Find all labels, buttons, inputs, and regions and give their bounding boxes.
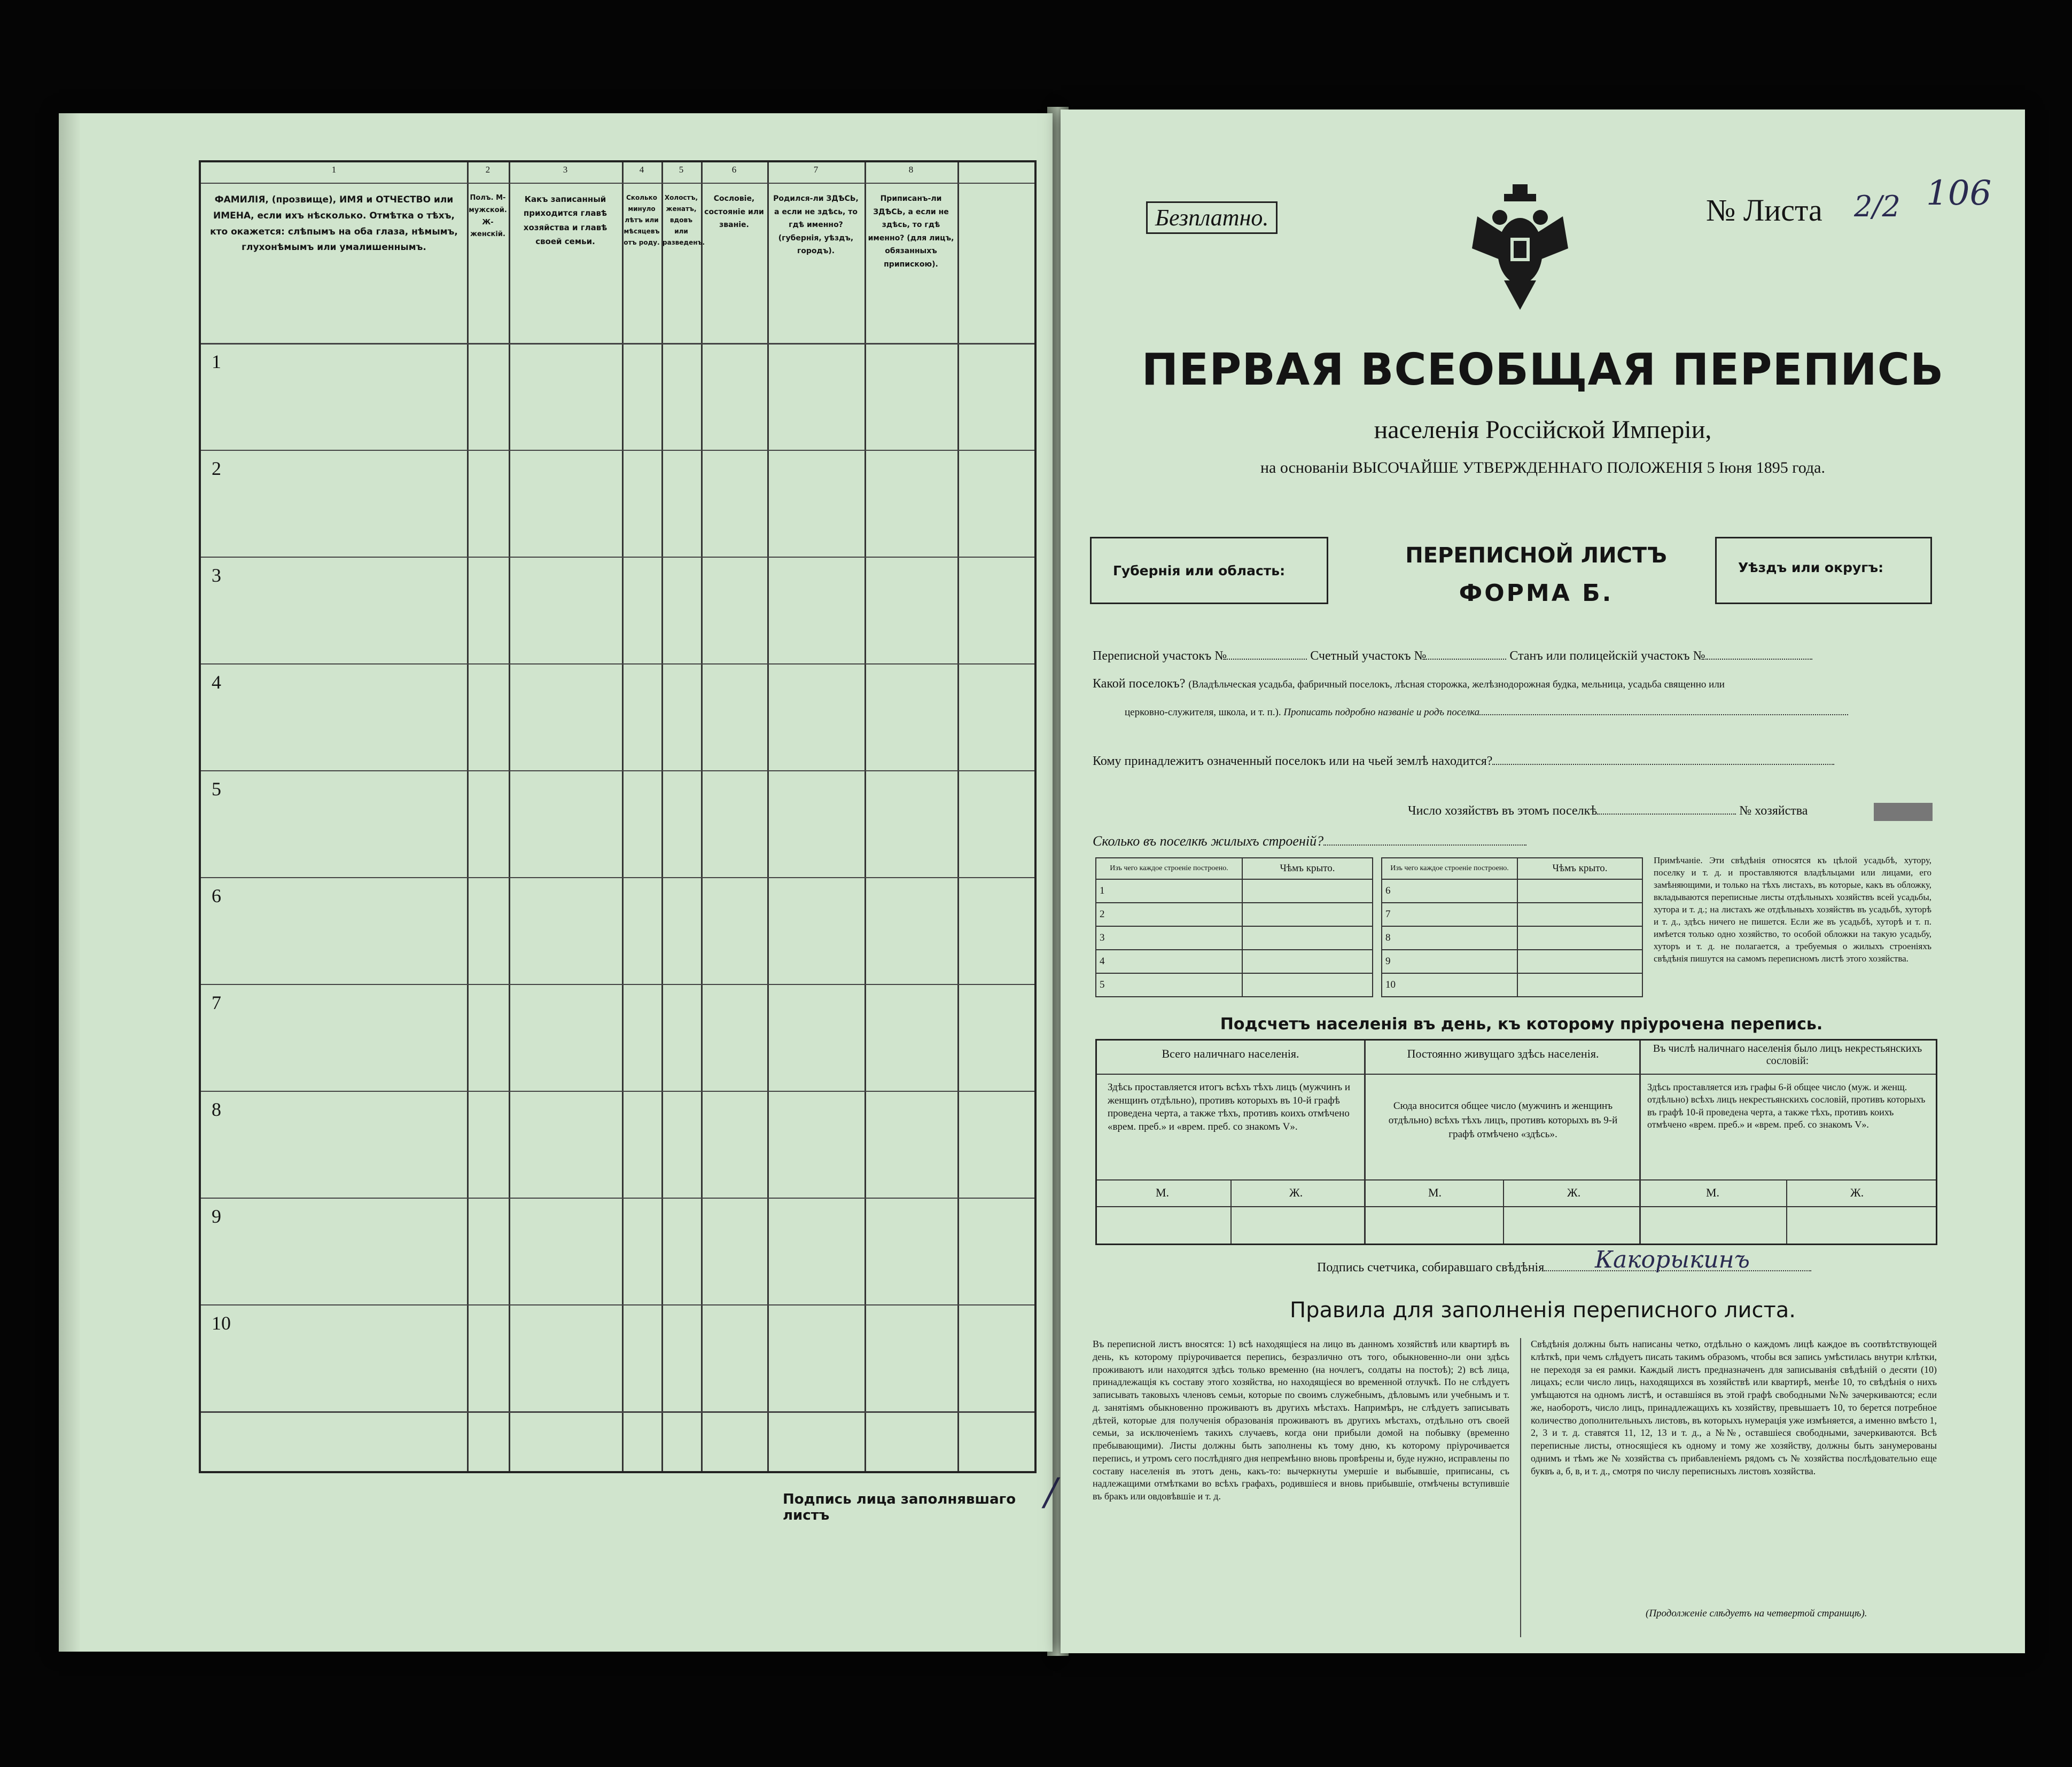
settlement-field [1093,677,1725,691]
left-signature-label: Подпись лица заполнявшаго листъ [783,1491,1016,1523]
settlement-hint-3: Прописать подробно названіе и родъ поселка [1283,707,1480,718]
building-row-number: 5 [1096,973,1242,997]
buildings-header-roof: Чѣмъ крыто. [1242,858,1373,879]
column-header-marital: Холостъ, женатъ, вдовъ или разведенъ. [663,194,705,246]
counter-signature-label: Подпись счетчика, собиравшаго свѣдѣнія [1317,1261,1545,1275]
households-field [1408,804,1808,818]
sheet-number-label: № Листа [1706,193,1822,228]
right-page [1061,110,2025,1653]
count-header-present: Всего наличнаго населенія. [1162,1047,1299,1060]
count-header-non-peasant: Въ числѣ наличнаго населенія было лицъ некрестьянскихъ сословій: [1653,1043,1922,1067]
column-header-registration: Приписанъ-ли ЗДѢСЬ, а если не здѣсь, то гдѣ именно? (для лицъ, обязанныхъ припискою). [868,194,954,269]
redaction-mark [1874,803,1933,821]
buildings-table-a [1095,857,1373,997]
building-row-number: 6 [1382,879,1517,903]
building-row-number: 8 [1382,926,1517,950]
district-box [1715,537,1932,604]
column-number: 2 [485,165,490,175]
row-number: 6 [212,885,221,906]
column-header-estate: Сословіе, состояніе или званіе. [704,194,764,229]
buildings-header-material: Изъ чего каждое строеніе построено. [1096,858,1242,879]
count-text-permanent: Сюда вносится общее число (мужчинъ и женщинъ отдѣльно) всѣхъ тѣхъ лицъ, противъ которыхъ въ 9-й графѣ отмѣчено «здѣсь». [1388,1100,1618,1140]
row-number: 1 [212,351,221,372]
row-number: 7 [212,992,221,1013]
rules-continuation: (Продолженіе слѣдуетъ на четвертой страницѣ). [1646,1608,1867,1619]
counting-area-label: Счетный участокъ № [1310,649,1427,663]
count-title: Подсчетъ населенія въ день, къ которому пріурочена перепись. [1220,1015,1823,1034]
sheet-title: ПЕРЕПИСНОЙ ЛИСТЪ [1405,543,1667,568]
owner-field [1093,754,1834,769]
settlement-question: Какой поселокъ? [1093,677,1186,691]
column-header-relation: Какъ записанный приходится главѣ хозяйства и главѣ своей семьи. [523,194,607,246]
left-signature-mark: / [1045,1470,1057,1514]
rules-title: Правила для заполненія переписного листа. [1290,1298,1796,1323]
census-legal-basis: на основаніи ВЫСОЧАЙШЕ УТВЕРЖДЕННАГО ПОЛОЖЕНІЯ 5 Іюня 1895 года. [1260,459,1825,476]
counter-signature-handwritten: Какорыкинъ [1595,1246,1750,1273]
building-row-number: 3 [1096,926,1242,950]
buildings-header-material: Изъ чего каждое строеніе построено. [1382,858,1517,879]
census-area-label: Переписной участокъ № [1093,649,1227,663]
census-subtitle: населенія Россійской Имперіи, [1374,416,1712,444]
settlement-hint-line [1125,707,1848,718]
population-count-table [1095,1039,1937,1245]
building-row-number: 7 [1382,903,1517,926]
count-text-non-peasant: Здѣсь проставляется изъ графы 6-й общее число (муж. и женщ. отдѣльно) всѣхъ лицъ некрестьянскихъ сословій, противъ которыхъ въ графѣ 10-й проведена черта, а также тѣхъ, противъ коихъ отмѣчено «врем. преб.» и «врем. преб. со знакомъ V». [1647,1082,1926,1130]
building-row-number: 4 [1096,950,1242,973]
female-label: Ж. [1289,1186,1303,1199]
census-table [199,160,1037,1473]
column-number: 6 [731,165,737,175]
row-number: 8 [212,1099,221,1120]
province-label: Губернія или область: [1113,563,1286,578]
column-header-age: Сколько минуло лѣтъ или мѣсяцевъ отъ роду. [624,194,660,246]
page-stack-edge [59,113,80,1652]
column-number: 7 [813,165,819,175]
census-title: ПЕРВАЯ ВСЕОБЩАЯ ПЕРЕПИСЬ [1141,345,1944,395]
column-number: 3 [563,165,568,175]
male-label: М. [1428,1186,1442,1199]
buildings-header-roof: Чѣмъ крыто. [1517,858,1642,879]
column-number: 8 [908,165,914,175]
rules-text-right: Свѣдѣнія должны быть написаны четко, отдѣльно о каждомъ лицѣ каждое въ соотвѣтствующей клѣткѣ, при чемъ слѣдуетъ писать такимъ образомъ, чтобы вся запись умѣстилась внутри клѣтки, не переходя за ея рамки. Каждый листъ предназначенъ для записыванія свѣдѣній о десяти (10) лицахъ; если число лицъ, находящихся въ хозяйствѣ или квартирѣ, менѣе 10, то свѣдѣнія о нихъ умѣщаются на одномъ листѣ, и оставшіяся въ этой графѣ свободными №№ зачеркиваются; если же, наоборотъ, число лицъ, принадлежащихъ къ хозяйству, превышаетъ 10, то берется потребное количество дополнительныхъ листовъ, въ которыхъ нумерація уже измѣняется, а именно вмѣсто 1, 2, 3 и т. д. ставятся 11, 12, 13 и т. д., а №№, оставшіеся свободными, зачеркиваются. Всѣ переписные листы, относящіеся къ одному и тому же хозяйству, должны быть занумерованы однимъ и тѣмъ же № хозяйства съ прибавленіемъ рядомъ съ № хозяйства послѣдовательно еще буквъ а, б, в, и т. д., смотря по числу переписныхъ листовъ хозяйства. [1531,1339,1937,1476]
imperial-eagle-emblem [1467,184,1574,312]
sheet-number-handwritten: 2/2 [1854,190,1900,223]
building-row-number: 9 [1382,950,1517,973]
buildings-field [1093,833,1526,849]
archive-page-number: 106 [1926,174,1992,213]
province-box [1090,537,1328,604]
column-header-birthplace: Родился-ли ЗДѢСЬ, а если не здѣсь, то гдѣ именно? (губернія, уѣздъ, городъ). [773,194,859,255]
buildings-question: Сколько въ поселкѣ жилыхъ строеній? [1093,833,1324,849]
row-number: 4 [212,671,221,693]
free-of-charge-label: Безплатно. [1146,201,1278,234]
column-header-name: ФАМИЛІЯ, (прозвище), ИМЯ и ОТЧЕСТВО или ИМЕНА, если ихъ нѣсколько. Отмѣтка о тѣхъ, кто окажется: слѣпымъ на оба глаза, нѣмымъ, глухонѣмымъ или умалишеннымъ. [210,194,458,253]
households-question: Число хозяйствъ въ этомъ поселкѣ [1408,804,1598,818]
row-number: 3 [212,565,221,586]
column-header-sex: Полъ. М-мужской. Ж-женскій. [469,194,507,239]
column-number: 4 [639,165,644,175]
settlement-hint-2: церковно-служителя, школа, и т. п.). [1125,707,1281,718]
count-text-present: Здѣсь проставляется итогъ всѣхъ тѣхъ лицъ (мужчинъ и женщинъ отдѣльно), противъ которыхъ въ 10-й графѣ проведена черта, а также тѣхъ, противъ коихъ отмѣчено «врем. преб.» и «врем. преб. со знакомъ V». [1108,1082,1351,1133]
census-area-field [1093,649,1812,663]
column-number: 1 [331,165,337,175]
form-title: ФОРМА Б. [1459,580,1614,607]
female-label: Ж. [1567,1186,1581,1199]
buildings-note: Примѣчаніе. Эти свѣдѣнія относятся къ цѣлой усадьбѣ, хутору, поселку и т. д. и проставляются владѣльцами или лицами, его замѣняющими, и только на тѣхъ листахъ, въ которые, какъ въ обложку, вкладываются переписные листы отдѣльныхъ хозяйствъ всей усадьбы, хутора и т. д.; на листахъ же отдѣльныхъ хозяйствъ въ усадьбѣ, хуторѣ и т. д., здѣсь ничего не пишется. Если же въ усадьбѣ, хуторѣ и т. п. имѣется только одно хозяйство, то особой обложки на такую усадьбу, хуторъ и т. д. не полагается, а требуемыя о жилыхъ строеніяхъ свѣдѣнія пишутся на самомъ переписномъ листѣ этого хозяйства. [1654,855,1931,964]
row-number: 10 [212,1312,231,1334]
rules-text-left: Въ переписной листъ вносятся: 1) всѣ находящіеся на лицо въ данномъ хозяйствѣ или квартирѣ въ день, къ которому пріурочивается перепись, безразлично отъ того, обыкновенно-ли они здѣсь проживаютъ или находятся здѣсь только временно (на ночлегъ, солдаты на постоѣ); 2) всѣ лица, принадлежащія къ составу этого хозяйства, но находящіеся во временной отлучкѣ. По не слѣдуетъ записывать таковыхъ членовъ семьи, которые по своимъ служебнымъ, дѣловымъ или учебнымъ и т. д. занятіямъ обыкновенно проживаютъ въ другихъ мѣстахъ. Напримѣръ, не слѣдуетъ записывать дѣтей, которые для полученія образованія проживаютъ въ другихъ мѣстахъ, отдѣльно отъ своей семьи, за исключеніемъ такихъ случаевъ, когда они прибыли домой на побывку (временно пребывающими). Листы должны быть заполнены къ тому дню, къ которому пріурочивается перепись, и утромъ сего послѣдняго дня непремѣнно вновь провѣрены и, буде нужно, исправлены по составу населенія въ этотъ день, какъ-то: вычеркнуты умершіе и выбывшіе, приписаны, съ надлежащими отмѣтками во всѣхъ графахъ, родившіеся и вновь прибывшіе, отмѣчены вступившіе въ бракъ или овдовѣвшіе и т. д. [1093,1339,1509,1502]
row-number: 2 [212,458,221,479]
male-label: М. [1156,1186,1170,1199]
count-header-permanent: Постоянно живущаго здѣсь населенія. [1407,1047,1599,1060]
building-row-number: 10 [1382,973,1517,997]
district-label: Уѣздъ или округъ: [1738,560,1884,575]
left-page [59,113,1057,1652]
row-number: 9 [212,1206,221,1227]
building-row-number: 1 [1096,879,1242,903]
buildings-table-b [1381,857,1643,997]
police-area-label: Станъ или полицейскій участокъ № [1509,649,1705,663]
female-label: Ж. [1850,1186,1864,1199]
household-number-label: № хозяйства [1739,804,1808,818]
row-number: 5 [212,778,221,800]
male-label: М. [1706,1186,1720,1199]
owner-question: Кому принадлежитъ означенный поселокъ или на чьей землѣ находится? [1093,754,1493,768]
settlement-hint: (Владѣльческая усадьба, фабричный поселокъ, лѣсная сторожка, желѣзнодорожная будка, мельница, усадьба священно или [1188,679,1725,690]
building-row-number: 2 [1096,903,1242,926]
column-number: 5 [679,165,684,175]
